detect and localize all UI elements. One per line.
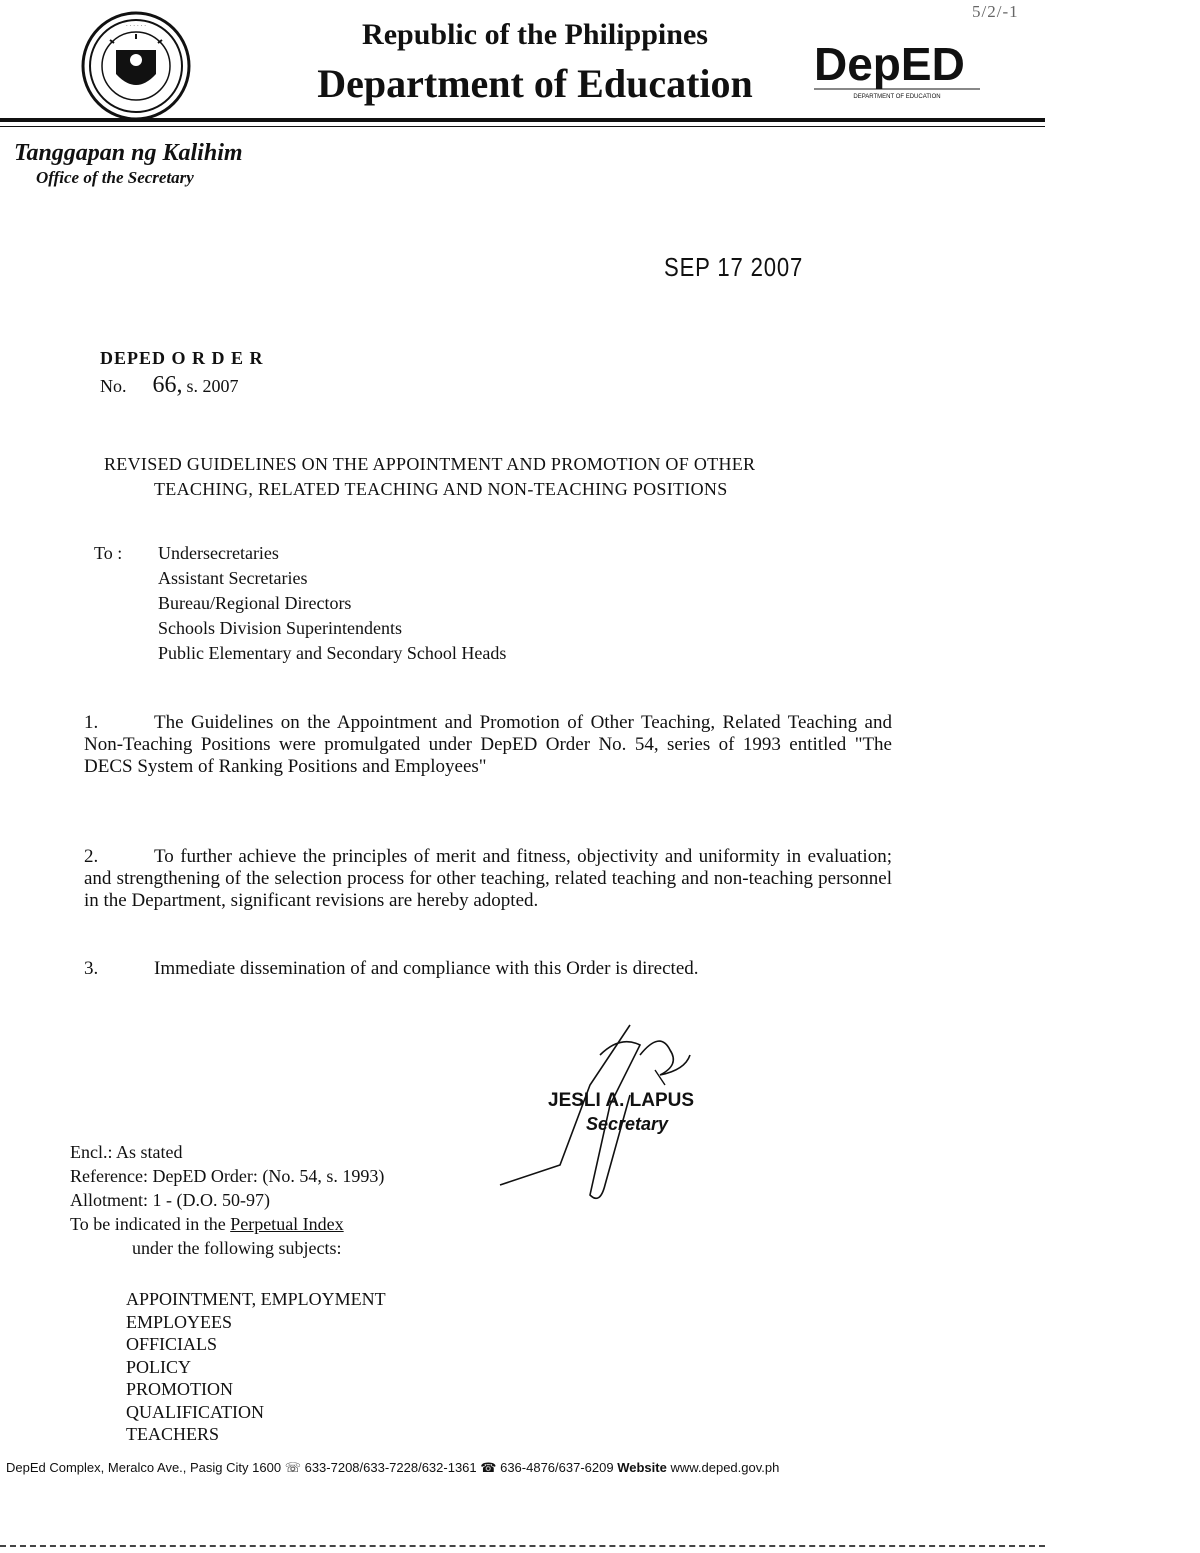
order-number [100,372,239,399]
footer-phones: 633-7208/633-7228/632-1361 [304,1460,477,1475]
index-line [70,1212,384,1236]
footer-website: www.deped.gov.ph [670,1460,780,1475]
paragraph-text: To further achieve the principles of merit and fitness, objectivity and uniformity in evaluation; and strengthening of the selection process for other teaching, related teaching and non-teaching personnel in the Department, significant revisions are hereby adopted. [84,846,892,911]
date-stamp: SEP 17 2007 [664,252,804,282]
signatory-title: Secretary [586,1114,669,1134]
phone-icon: ☏ [284,1460,301,1475]
paragraph-number: 2. [84,846,99,867]
order-series: s. 2007 [186,376,239,396]
header-republic: Republic of the Philippines [362,18,708,51]
index-subject: POLICY [126,1356,192,1377]
deped-logo [812,34,982,100]
paragraph-1 [84,712,892,778]
paragraph-number: 1. [84,712,99,733]
index-subjects-list [126,1288,386,1446]
index-subject: PROMOTION [126,1379,234,1399]
index-subject: QUALIFICATION [126,1401,264,1422]
enclosure-line: Encl.: As stated [70,1142,183,1162]
recipient-item: Undersecretaries [158,543,279,563]
paragraph-text: The Guidelines on the Appointment and Promotion of Other Teaching, Related Teaching and Non-Teaching Positions were promulgated under DepED Order No. 54, series of 1993 entitled "The DECS System of Ranking Positions and Employees" [84,712,892,777]
recipient-item: Public Elementary and Secondary School Heads [158,643,507,663]
subject-line-1: REVISED GUIDELINES ON THE APPOINTMENT AND PROMOTION OF OTHER [104,454,756,474]
paragraph-2 [84,846,892,912]
footer-fax: 636-4876/637-6209 [500,1460,614,1475]
references-block [70,1140,384,1260]
office-english: Office of the Secretary [36,168,194,187]
subject-line-2: TEACHING, RELATED TEACHING AND NON-TEACHING POSITIONS [154,479,728,499]
order-title: DEPED O R D E R [100,348,264,368]
index-subject: TEACHERS [126,1424,220,1444]
index-suffix: under the following subjects: [132,1238,342,1258]
deped-logo-subtext: DEPARTMENT OF EDUCATION [853,94,941,100]
recipient-item: Bureau/Regional Directors [158,593,352,613]
index-subject: APPOINTMENT, EMPLOYMENT [126,1289,386,1309]
order-no-label: No. [100,376,127,396]
index-subject: EMPLOYEES [126,1311,233,1332]
perpetual-index-label: Perpetual Index [230,1214,344,1234]
reference-line: Reference: DepED Order: (No. 54, s. 1993) [70,1166,385,1186]
signatory-name: JESLI A. LAPUS [548,1090,695,1111]
philippines-seal-icon [80,10,192,122]
recipient-item: Schools Division Superintendents [158,618,402,638]
corner-annotation: 5/2/-1 [972,2,1019,21]
index-prefix: To be indicated in the [70,1214,231,1234]
header-department: Department of Education [317,61,753,106]
fax-icon: ☎ [480,1460,497,1475]
index-subject: OFFICIALS [126,1334,218,1354]
order-no-value: 66, [152,372,183,398]
recipient-item: Assistant Secretaries [158,568,308,588]
recipient-list [158,541,506,666]
to-label: To : [94,543,123,563]
header-rule-thin [0,126,1045,127]
footer-rule [0,1545,1045,1547]
svg-text:· · · · · ·: · · · · · · [125,23,147,29]
footer-address: DepEd Complex, Meralco Ave., Pasig City 1600 [6,1460,282,1475]
deped-logo-text: DepED [814,38,965,90]
header-rule [0,118,1045,122]
allotment-line: Allotment: 1 - (D.O. 50-97) [70,1190,270,1210]
footer-website-label: Website [617,1460,667,1475]
footer-contact [6,1460,779,1476]
paragraph-text: Immediate dissemination of and compliance with this Order is directed. [154,958,699,979]
paragraph-3 [84,958,892,980]
office-tagalog: Tanggapan ng Kalihim [14,140,243,166]
order-subject [104,452,904,502]
paragraph-number: 3. [84,958,99,979]
